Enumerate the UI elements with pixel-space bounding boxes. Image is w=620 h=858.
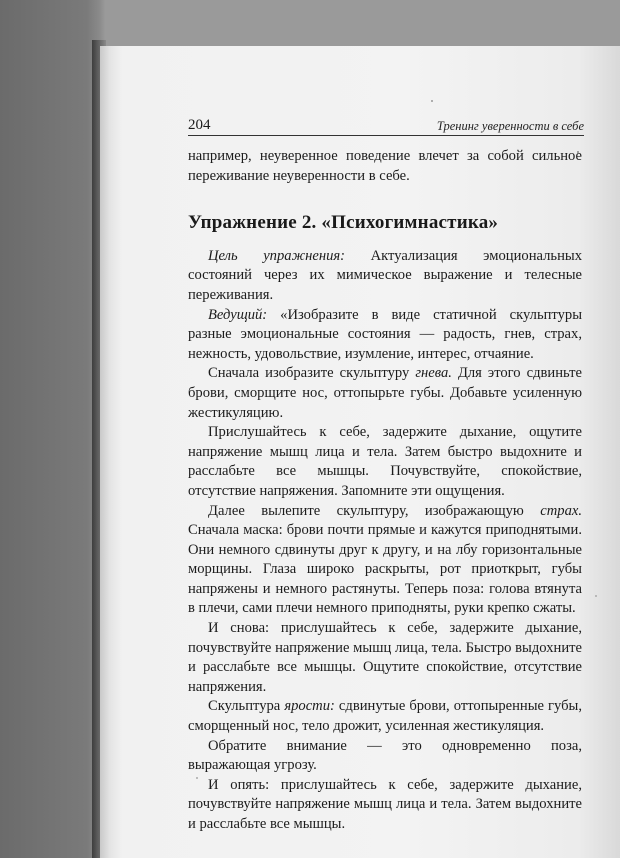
threat-paragraph: Обратите внимание — это одновременно поза, выражающая угрозу.	[188, 737, 582, 774]
leader-label: Ведущий:	[208, 306, 268, 323]
running-title: Тренинг уверенности в себе	[436, 119, 584, 133]
goal-text: Актуализация эмоциональных состояний через их мимическое выражение и телесные переживания.	[188, 247, 582, 303]
listen-paragraph-3: И опять: прислушайтесь к себе, задержите дыхание, почувствуйте напряжение мышц лица и тела. Затем выдохните и расслабьте все мышцы.	[188, 776, 582, 832]
rage-paragraph	[188, 697, 582, 736]
anger-text-a: Сначала изобразите скульптуру	[208, 365, 416, 382]
rage-text-b: сдвинутые брови, оттопыренные губы, сморщенный нос, тело дрожит, усиленная жестикуляция.	[188, 698, 582, 735]
listen-paragraph-2: И снова: прислушайтесь к себе, задержите дыхание, почувствуйте напряжение мышц лица, тела. Быстро выдохните и расслабьте все мышцы. Ощутите спокойствие, отсутствие напряжения.	[188, 620, 582, 695]
leader-paragraph	[188, 306, 582, 365]
page-number: 204	[188, 117, 211, 133]
page-header	[188, 115, 584, 136]
anger-paragraph	[188, 364, 582, 423]
fear-text-b: Сначала маска: брови почти прямые и кажутся приподнятыми. Они немного сдвинуты друг к другу, и на лбу горизонтальные морщины. Глаза широко раскрыты, рот приоткрыт, губы напряжены и немного растянуты. Теперь поза: голова втянута в плечи, сами плечи немного приподняты, руки крепко сжаты.	[188, 522, 582, 617]
listen-paragraph-1: Прислушайтесь к себе, задержите дыхание, ощутите напряжение мышц лица и тела. Затем быстро выдохните и расслабьте все мышцы. Почувствуйте, спокойствие, отсутствие напряжения. Запомните эти ощущения.	[188, 424, 582, 499]
intro-paragraph: например, неуверенное поведение влечет за собой сильное переживание неуверенности в себе.	[188, 148, 582, 184]
page-body	[188, 147, 582, 835]
anger-text-b: Для этого сдвиньте брови, сморщите нос, оттопырьте губы. Добавьте усиленную жестикуляцию.	[188, 365, 582, 421]
goal-label: Цель упражнения:	[208, 247, 346, 264]
section-heading: Упражнение 2. «Психогимнастика»	[188, 212, 499, 234]
leader-text: «Изобразите в виде статичной скульптуры разные эмоциональные состояния — радость, гнев, страх, нежность, удовольствие, изумление, интерес, отчаяние.	[188, 306, 582, 362]
fear-paragraph	[188, 502, 582, 620]
goal-paragraph	[188, 247, 582, 306]
anger-emphasis: гнева.	[415, 365, 452, 382]
rage-emphasis: ярости:	[284, 698, 335, 715]
rage-text-a: Скульптура	[208, 698, 285, 715]
fear-emphasis: страх.	[540, 502, 582, 519]
fear-text-a: Далее вылепите скульптуру, изображающую	[208, 502, 541, 519]
